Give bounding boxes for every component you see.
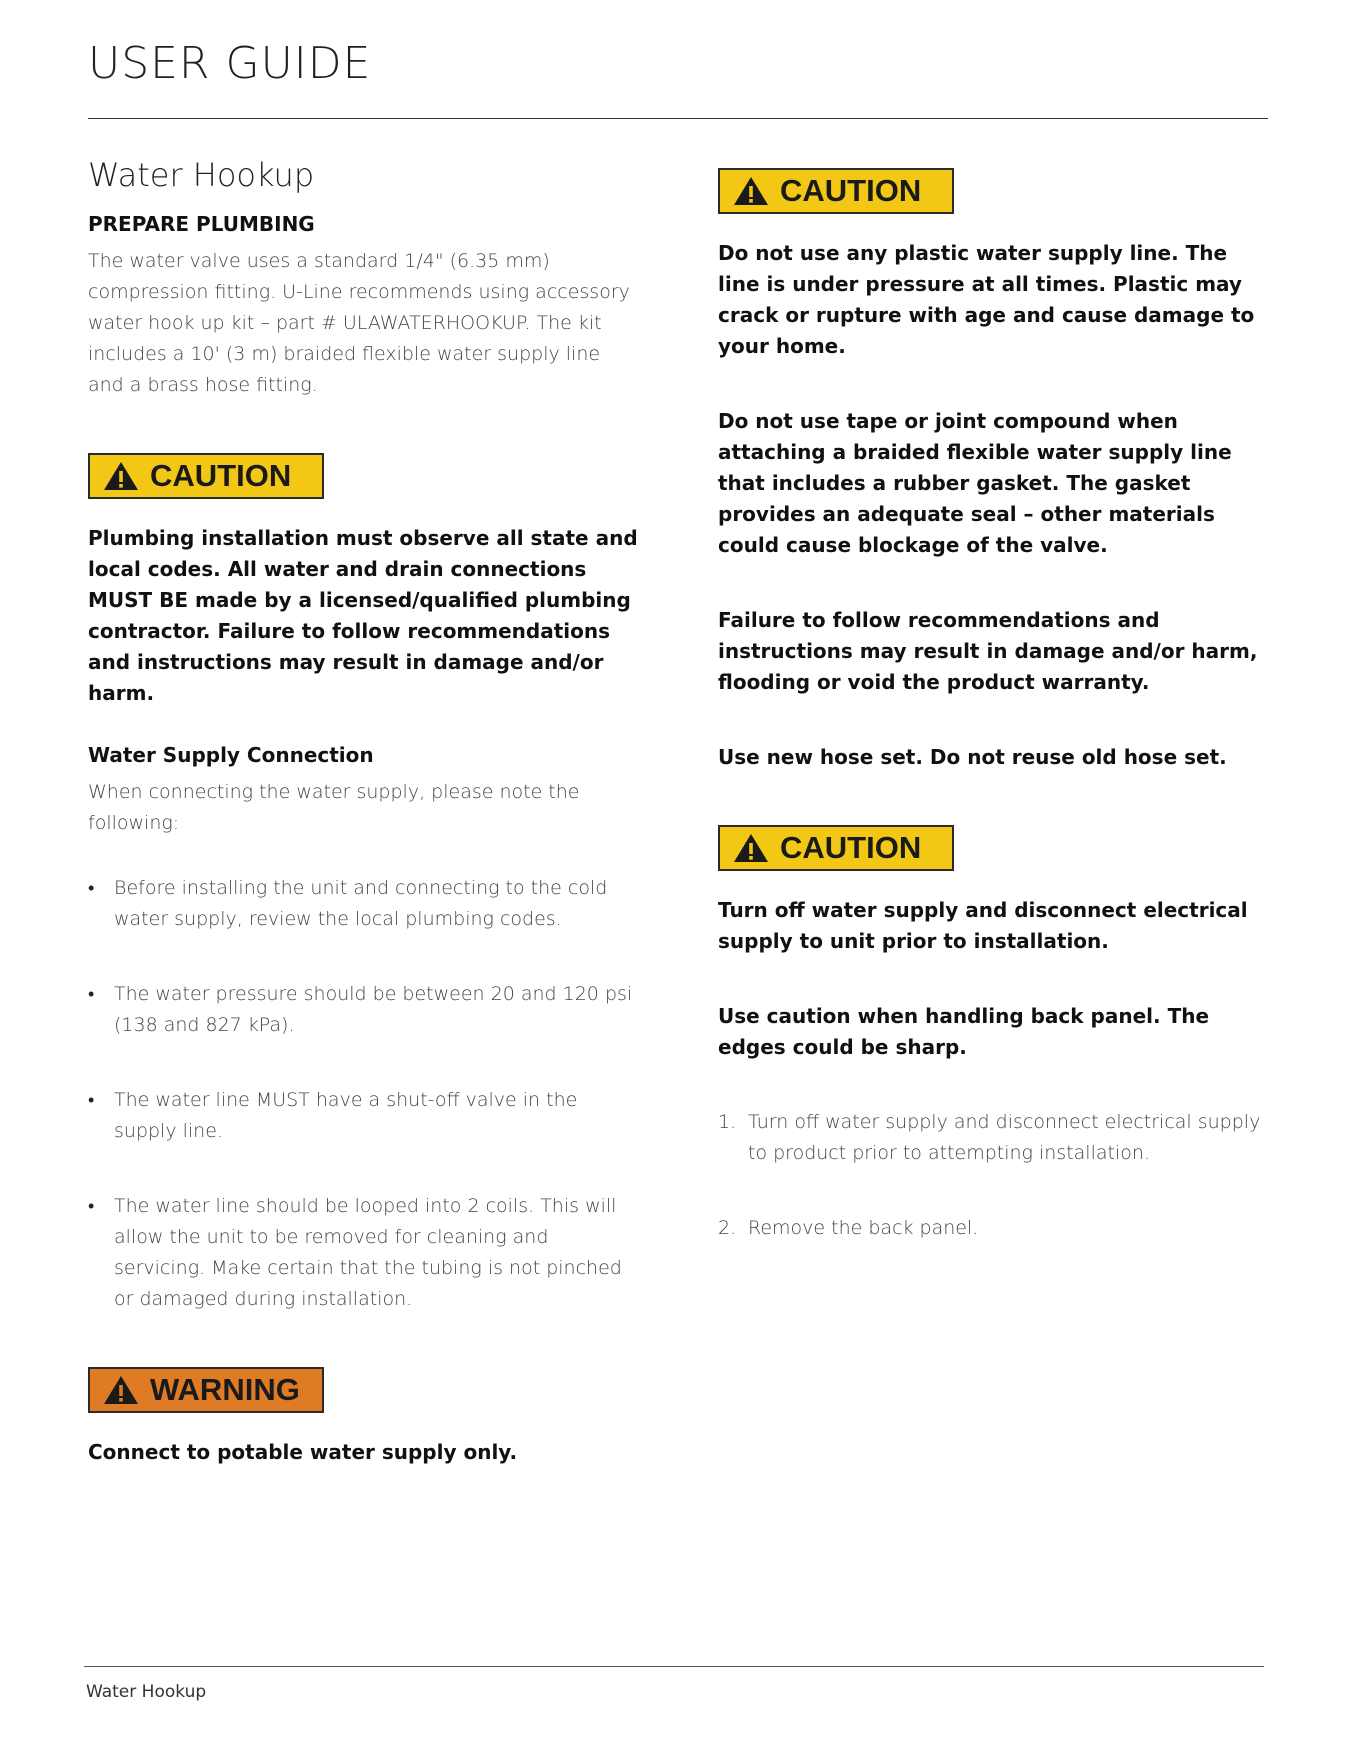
warning-badge [88, 1367, 324, 1413]
page-title: USER GUIDE [88, 38, 372, 89]
caution-paragraph: Failure to follow recommendations and instructions may result in damage and/or harm, flooding or void the product warranty. [718, 608, 1258, 694]
list-item: • The water line MUST have a shut-off valve in the supply line. [88, 1085, 638, 1147]
step-number: 1. [718, 1111, 737, 1133]
step-number: 2. [718, 1217, 737, 1239]
footer-label: Water Hookup [86, 1682, 207, 1702]
caution-paragraph: Do not use tape or joint compound when attaching a braided flexible water supply line that includes a rubber gasket. The gasket provides an adequate seal – other materials could cause blockage of the valve. [718, 409, 1232, 557]
caution-paragraph: Use new hose set. Do not reuse old hose set. [718, 745, 1227, 769]
step-item [718, 1107, 1273, 1169]
warning-triangle-icon [732, 175, 770, 207]
warning-label: WARNING [150, 1372, 300, 1407]
caution-label: CAUTION [150, 458, 292, 493]
prepare-plumbing-text: The water valve uses a standard 1/4" (6.35 mm) compression fitting. U-Line recommends using accessory water hook up kit – part # ULAWATERHOOKUP. The kit includes a 10' (3 m) braided flexible water supply line and a brass hose fitting. [88, 250, 630, 396]
caution-badge [718, 168, 954, 214]
step-text: Turn off water supply and disconnect electrical supply to product prior to attempting installation. [748, 1111, 1261, 1164]
step-item [718, 1213, 1273, 1244]
header-divider [88, 118, 1268, 119]
water-supply-heading: Water Supply Connection [88, 743, 374, 767]
warning-triangle-icon [102, 460, 140, 492]
prepare-plumbing-heading: PREPARE PLUMBING [88, 212, 315, 236]
list-item: • Before installing the unit and connecting to the cold water supply, review the local plumbing codes. [88, 873, 638, 935]
right-column [718, 168, 1273, 1244]
caution-paragraph: Do not use any plastic water supply line. The line is under pressure at all times. Plastic may crack or rupture with age and cause damage to your home. [718, 241, 1255, 358]
warning-triangle-icon [102, 1374, 140, 1406]
caution-badge [88, 453, 324, 499]
caution-label: CAUTION [780, 830, 922, 865]
installation-steps [718, 1107, 1273, 1244]
warning-triangle-icon [732, 832, 770, 864]
list-item: • The water line should be looped into 2 coils. This will allow the unit to be removed for cleaning and servicing. Make certain that the tubing is not pinched or damaged during installation. [88, 1191, 638, 1315]
caution-text: Plumbing installation must observe all state and local codes. All water and drain connections MUST BE made by a licensed/qualified plumbing contractor. Failure to follow recommendations and instructions may result in damage and/or harm. [88, 526, 638, 705]
warning-text: Connect to potable water supply only. [88, 1440, 518, 1464]
list-item: • The water pressure should be between 20 and 120 psi (138 and 827 kPa). [88, 979, 638, 1041]
caution-label: CAUTION [780, 173, 922, 208]
caution-paragraph: Use caution when handling back panel. The edges could be sharp. [718, 1004, 1210, 1059]
step-text: Remove the back panel. [748, 1217, 979, 1239]
caution-paragraph: Turn off water supply and disconnect electrical supply to unit prior to installation. [718, 898, 1248, 953]
section-title: Water Hookup [88, 156, 315, 194]
water-supply-intro: When connecting the water supply, please note the following: [88, 781, 580, 834]
left-column [88, 150, 638, 1468]
supply-bullet-list [88, 873, 638, 1315]
footer-divider [84, 1666, 1264, 1667]
caution-badge [718, 825, 954, 871]
